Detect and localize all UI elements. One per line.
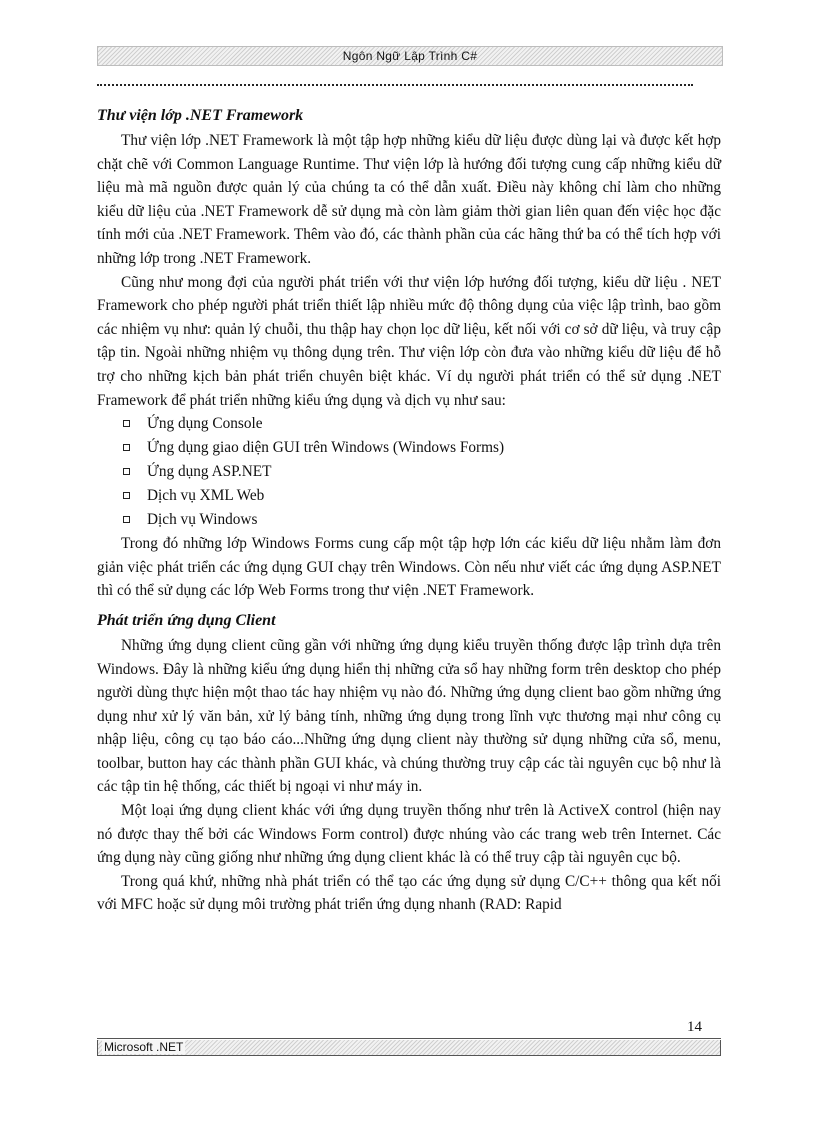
body-paragraph: Những ứng dụng client cũng gần với những ứng dụng kiểu truyền thống được lập trình dựa trên Windows. Đây là những kiểu ứng dụng hiển thị những cửa sổ hay những form trên desktop cho phép người dùng thực hiện một thao tác hay nhiệm vụ nào đó. Những ứng dụng client bao gồm những ứng dụng như xử lý văn bản, xử lý bảng tính, những ứng dụng trong lĩnh vực thương mại như công cụ nhập liệu, công cụ tạo báo cáo...Những ứng dụng client này thường sử dụng những cửa sổ, menu, toolbar, button hay các thành phần GUI khác, và chúng thường truy cập các tài nguyên cục bộ như là các tập tin hệ thống, các thiết bị ngoại vi như máy in. (97, 636, 721, 796)
section-heading: Phát triển ứng dụng Client (97, 611, 276, 629)
body-paragraph: Một loại ứng dụng client khác với ứng dụng truyền thống như trên là ActiveX control (hiện nay nó được thay thế bởi các Windows Form control) được nhúng vào các trang web trên Internet. Các ứng dụng này cũng giống như những ứng dụng client khác là có thể truy cập tài nguyên cục bộ. (97, 802, 721, 867)
bullet-list (97, 412, 721, 532)
body-paragraph: Thư viện lớp .NET Framework là một tập hợp những kiểu dữ liệu được dùng lại và được kết hợp chặt chẽ với Common Language Runtime. Thư viện lớp là hướng đối tượng cung cấp những kiểu dữ liệu mà mã nguồn được quản lý của chúng ta có thể dẫn xuất. Điều này không chỉ làm cho những kiểu dữ liệu của .NET Framework dễ sử dụng mà còn làm giảm thời gian liên quan đến việc học đặc tính mới của .NET Framework. Thêm vào đó, các thành phần của các hãng thứ ba có thể tích hợp với những lớp trong .NET Framework. (97, 132, 721, 267)
list-item-text: Ứng dụng giao diện GUI trên Windows (Windows Forms) (147, 439, 505, 457)
list-item (123, 508, 721, 532)
footer-label: Microsoft .NET (104, 1040, 184, 1054)
body-paragraph: Trong đó những lớp Windows Forms cung cấp một tập hợp lớn các kiểu dữ liệu nhằm làm đơn giản việc phát triển các ứng dụng GUI chạy trên Windows. Còn nếu như viết các ứng dụng ASP.NET thì có thể sử dụng các lớp Web Forms trong thư viện .NET Framework. (97, 535, 721, 600)
list-item-text: Ứng dụng Console (147, 415, 263, 433)
list-item-text: Dịch vụ Windows (147, 511, 258, 529)
body-paragraph: Cũng như mong đợi của người phát triển với thư viện lớp hướng đối tượng, kiểu dữ liệu . NET Framework cho phép người phát triển thiết lập nhiều mức độ thông dụng của việc lập trình, bao gồm các nhiệm vụ như: quản lý chuỗi, thu thập hay chọn lọc dữ liệu, kết nối với cơ sở dữ liệu, và truy cập tập tin. Ngoài những nhiệm vụ thông dụng trên. Thư viện lớp còn đưa vào những kiểu dữ liệu để hỗ trợ cho những kịch bản phát triển chuyên biệt khác. Ví dụ người phát triển có thể sử dụng .NET Framework để phát triển những kiểu ứng dụng và dịch vụ như sau: (97, 273, 721, 409)
square-bullet-icon (123, 492, 130, 499)
page-header (97, 46, 723, 66)
body-paragraph: Trong quá khứ, những nhà phát triển có thể tạo các ứng dụng sử dụng C/C++ thông qua kết nối với MFC hoặc sử dụng môi trường phát triển ứng dụng nhanh (RAD: Rapid (97, 872, 721, 914)
section-heading: Thư viện lớp .NET Framework (97, 107, 304, 124)
square-bullet-icon (123, 420, 130, 427)
list-item-text: Ứng dụng ASP.NET (147, 463, 272, 481)
square-bullet-icon (123, 516, 130, 523)
square-bullet-icon (123, 444, 130, 451)
list-item-text: Dịch vụ XML Web (147, 487, 265, 505)
page-footer (97, 1040, 721, 1056)
list-item (123, 484, 721, 508)
square-bullet-icon (123, 468, 130, 475)
page-content (97, 104, 721, 917)
list-item (123, 412, 721, 436)
list-item (123, 436, 721, 460)
page-number: 14 (687, 1019, 702, 1035)
header-divider (97, 84, 693, 86)
header-title: Ngôn Ngữ Lập Trình C# (342, 49, 478, 63)
list-item (123, 460, 721, 484)
footer-divider (97, 1038, 721, 1039)
